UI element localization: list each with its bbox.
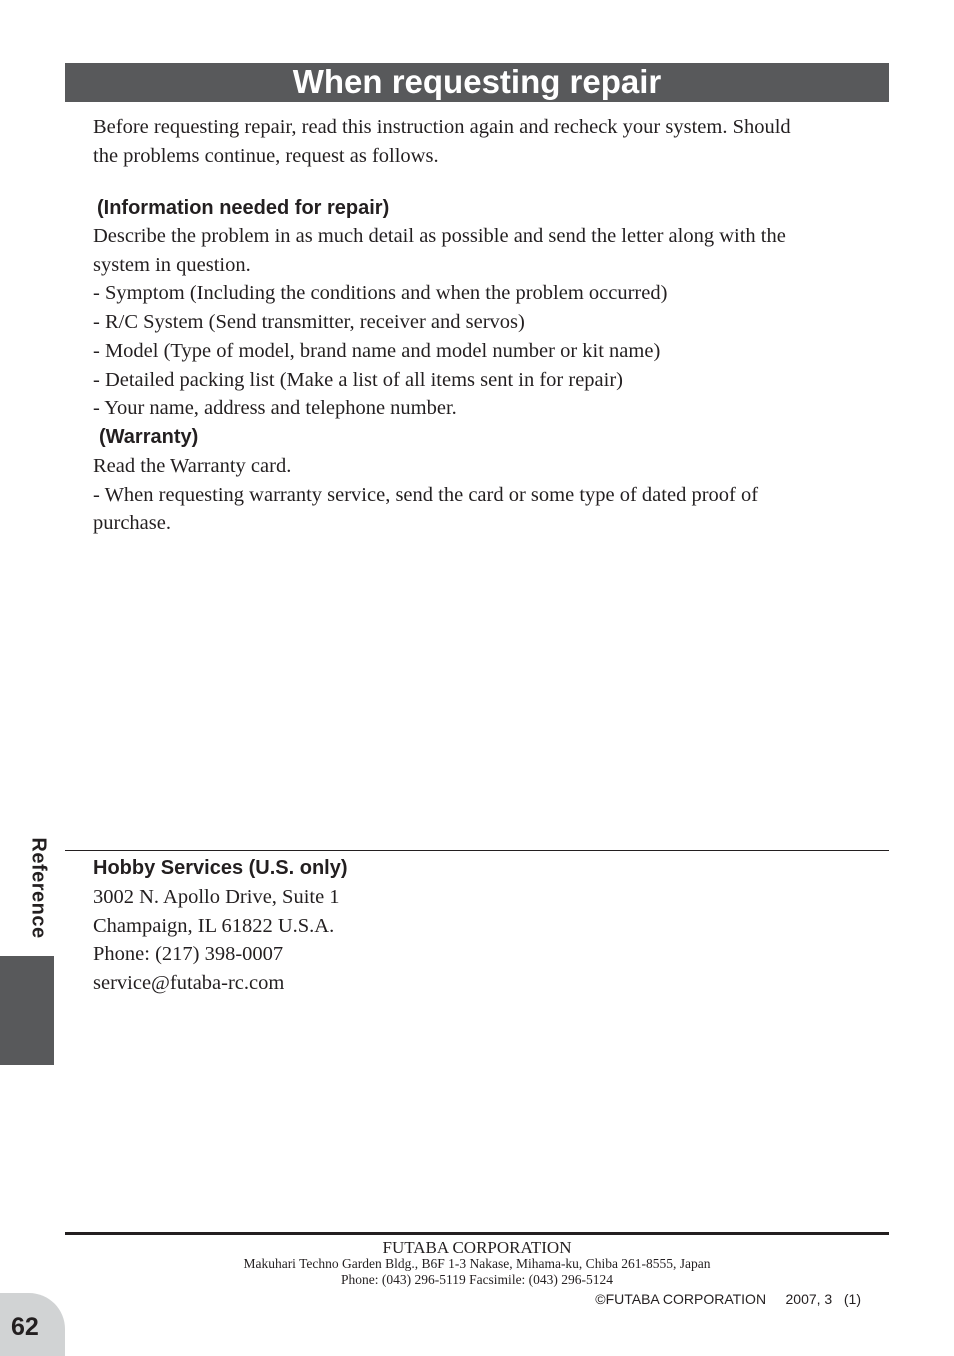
page-title: When requesting repair [65,63,889,102]
footer-copyright: ©FUTABA CORPORATION 2007, 3 (1) [595,1291,861,1307]
warranty-heading: (Warranty) [99,426,199,448]
info-section-heading: (Information needed for repair) [97,197,390,219]
section-divider [65,850,889,851]
info-list-item: - Model (Type of model, brand name and model number or kit name) [93,339,661,362]
address-line: Champaign, IL 61822 U.S.A. [93,914,335,937]
email-line: service@futaba-rc.com [93,972,285,995]
phone-line: Phone: (217) 398-0007 [93,943,284,966]
info-line: system in question. [93,253,251,276]
info-list-item: - Detailed packing list (Make a list of all items sent in for repair) [93,368,623,391]
warranty-line: Read the Warranty card. [93,455,292,477]
warranty-line: purchase. [93,512,171,535]
address-line: 3002 N. Apollo Drive, Suite 1 [93,886,340,908]
section-side-tab [0,956,54,1065]
footer-divider [65,1232,889,1235]
info-list-item: - Symptom (Including the conditions and when the problem occurred) [93,282,668,305]
intro-line: Before requesting repair, read this instruction again and recheck your system. Should [93,116,791,138]
footer-phone: Phone: (043) 296-5119 Facsimile: (043) 296-5124 [340,1272,614,1287]
warranty-line: - When requesting warranty service, send the card or some type of dated proof of [93,483,759,506]
info-list-item: - Your name, address and telephone number. [93,397,457,420]
intro-line: the problems continue, request as follows. [93,144,439,167]
hobby-services-heading: Hobby Services (U.S. only) [93,857,348,879]
footer-company-name: FUTABA CORPORATION [382,1238,572,1257]
hobby-services-address [93,883,873,998]
info-line: Describe the problem in as much detail as possible and send the letter along with the [93,225,786,247]
footer-address: Makuhari Techno Garden Bldg., B6F 1-3 Nakase, Mihama-ku, Chiba 261-8555, Japan [243,1256,711,1271]
warranty-body [93,452,873,538]
section-side-label: Reference [27,837,50,939]
info-section-body [93,222,873,423]
info-list-item: - R/C System (Send transmitter, receiver and servos) [93,311,525,334]
intro-paragraph [93,113,873,170]
page-number: 62 [11,1313,39,1341]
